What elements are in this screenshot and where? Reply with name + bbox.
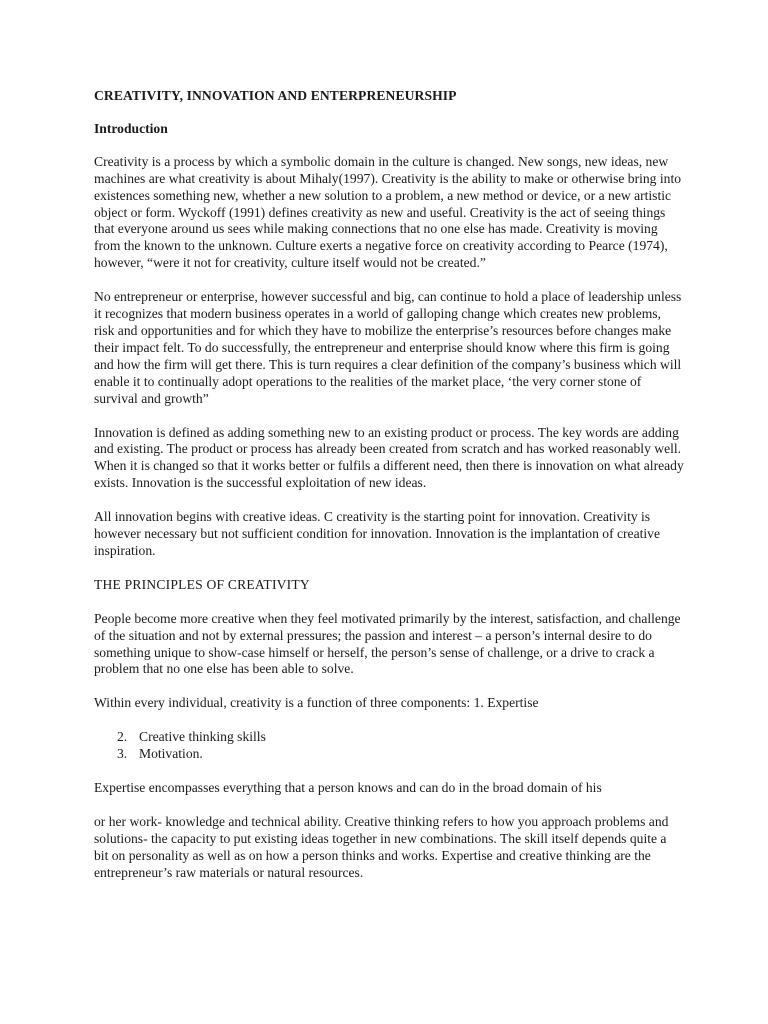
introduction-heading: Introduction — [94, 120, 168, 136]
paragraph-innovation-definition: Innovation is defined as adding something new to an existing product or process. The key words are adding and existing. The product or process has already been created from scratch and has worked reasonably well. When it is changed so that it works better or fulfils a different need, then there is innovation on what already exists. Innovation is the successful exploitation of new ideas. — [94, 424, 684, 491]
components-list — [94, 729, 684, 763]
paragraph-creativity-definition: Creativity is a process by which a symbolic domain in the culture is changed. New songs, new ideas, new machines are what creativity is about Mihaly(1997). Creativity is the ability to make or otherwise bring into existences something new, whether a new solution to a problem, a new method or device, or a new artistic object or form. Wyckoff (1991) defines creativity as new and useful. Creativity is the act of seeing things that everyone around us sees while making connections that no one else has made. Creativity is moving from the known to the unknown. Culture exerts a negative force on creativity according to Pearce (1974), however, “were it not for creativity, culture itself would not be created.” — [94, 153, 682, 271]
document-title: CREATIVITY, INNOVATION AND ENTERPRENEURSHIP — [94, 88, 457, 103]
paragraph-expertise-continued: or her work- knowledge and technical ability. Creative thinking refers to how you approach problems and solutions- the capacity to put existing ideas together in new combinations. The skill itself depends quite a bit on personality as well as on how a person thinks and works. Expertise and creative thinking are the entrepreneur’s raw materials or natural resources. — [94, 814, 669, 880]
paragraph-components-intro: Within every individual, creativity is a function of three components: 1. Expertise — [94, 695, 539, 711]
list-item — [94, 746, 684, 763]
paragraph-entrepreneur-leadership: No entrepreneur or enterprise, however successful and big, can continue to hold a place of leadership unless it recognizes that modern business operates in a world of galloping change which creates new problems, risk and opportunities and for which they have to mobilize the enterprise’s resources before changes make their impact felt. To do successfully, the entrepreneur and enterprise should know where this firm is going and how the firm will get there. This is turn requires a clear definition of the company’s business which will enable it to continually adopt operations to the realities of the market place, ‘the very corner stone of survival and growth” — [94, 289, 682, 406]
list-item-text: Creative thinking skills — [139, 729, 266, 745]
paragraph-innovation-ideas: All innovation begins with creative ideas. C creativity is the starting point for innovation. Creativity is however necessary but not sufficient condition for innovation. Innovation is the implantation of creative inspiration. — [94, 509, 661, 558]
principles-heading: THE PRINCIPLES OF CREATIVITY — [94, 576, 310, 592]
document-page — [94, 88, 684, 899]
paragraph-principles: People become more creative when they feel motivated primarily by the interest, satisfaction, and challenge of the situation and not by external pressures; the passion and interest – a person’s internal desire to do something unique to show-case himself or herself, the person’s sense of challenge, or a drive to crack a problem that no one else has been able to solve. — [94, 610, 681, 677]
paragraph-expertise-line: Expertise encompasses everything that a person knows and can do in the broad domain of his — [94, 780, 602, 796]
list-item-text: Motivation. — [139, 746, 203, 762]
list-item-number: 2. — [117, 729, 128, 745]
list-item — [94, 729, 684, 746]
list-item-number: 3. — [117, 746, 128, 762]
